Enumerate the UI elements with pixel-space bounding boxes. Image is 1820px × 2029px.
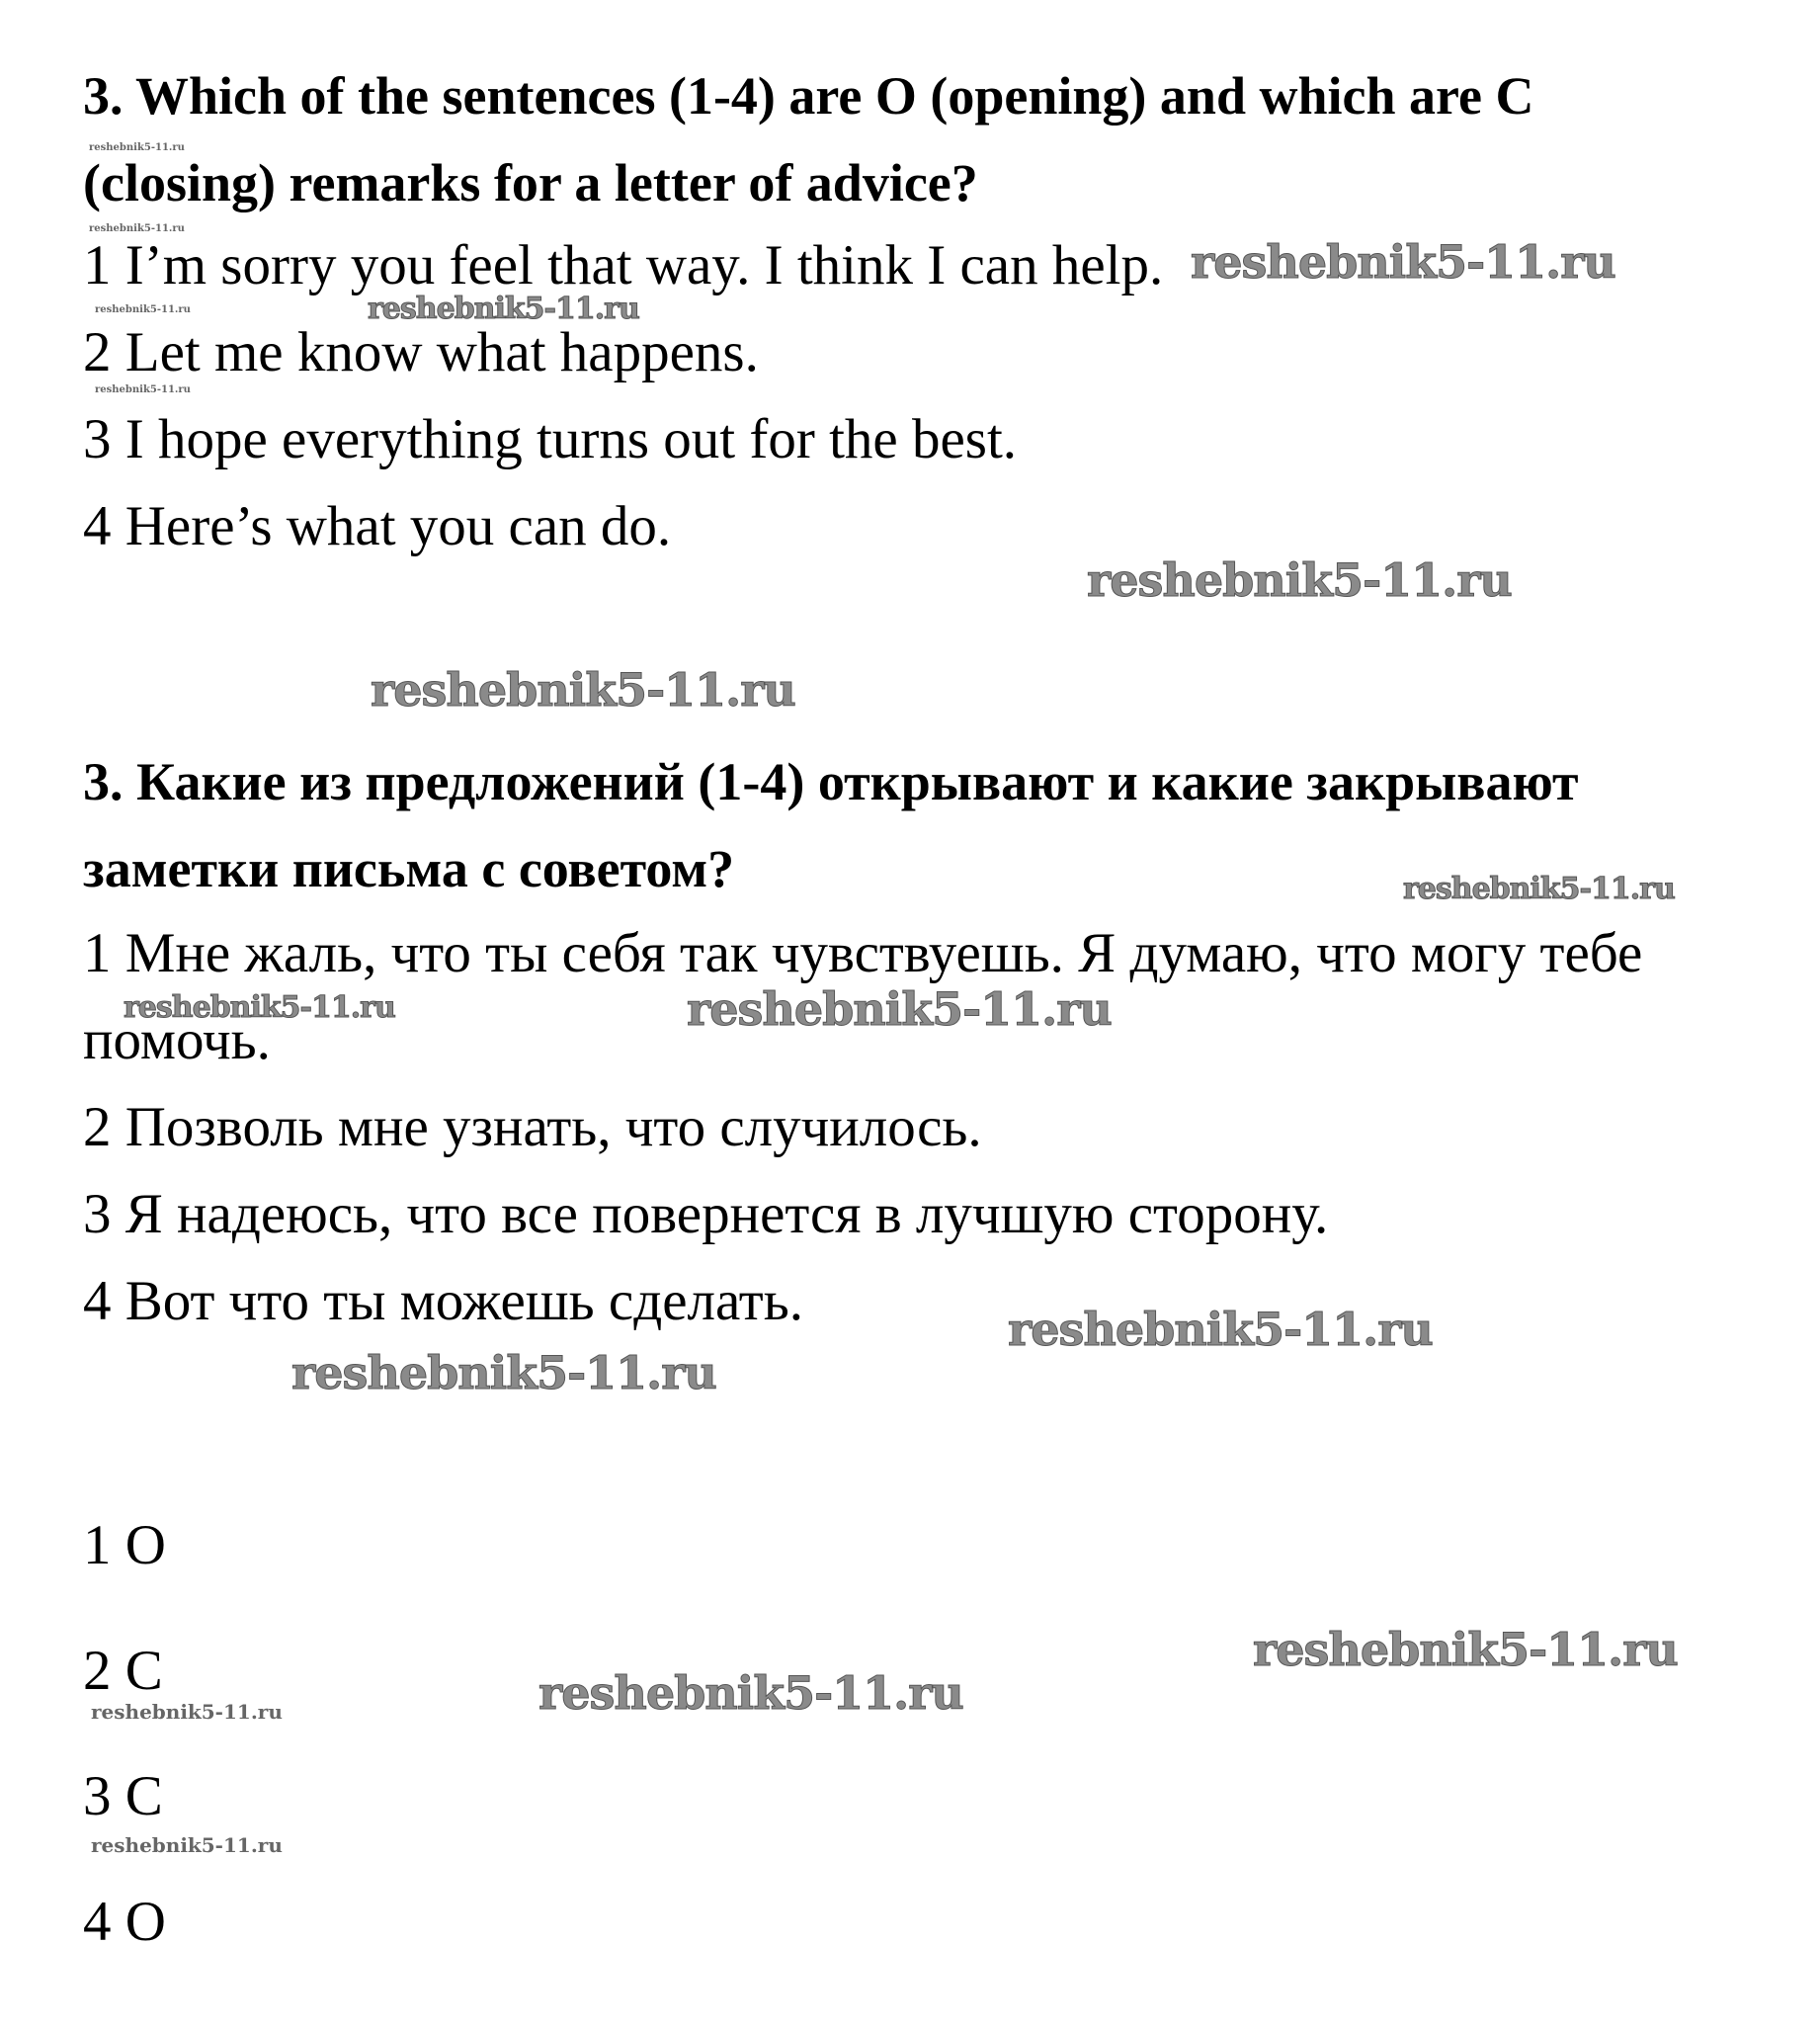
russian-sentence-1-continued: помочь. bbox=[83, 1009, 271, 1071]
russian-sentence-4: 4 Вот что ты можешь сделать. bbox=[83, 1270, 803, 1332]
english-sentence-1: 1 I’m sorry you feel that way. I think I can help. bbox=[83, 234, 1164, 296]
watermark: reshebnik5-11.ru bbox=[1403, 872, 1675, 906]
watermark: reshebnik5-11.ru bbox=[124, 990, 395, 1025]
answer-1: 1 O bbox=[83, 1514, 166, 1576]
answer-4: 4 O bbox=[83, 1891, 166, 1953]
russian-sentence-1: 1 Мне жаль, что ты себя так чувствуешь. Я думаю, что могу тебе bbox=[83, 922, 1643, 984]
watermark: reshebnik5-11.ru bbox=[687, 982, 1112, 1036]
english-sentence-4: 4 Here’s what you can do. bbox=[83, 495, 672, 557]
watermark: reshebnik5-11.ru bbox=[95, 384, 191, 395]
watermark: reshebnik5-11.ru bbox=[291, 1346, 716, 1399]
watermark: reshebnik5-11.ru bbox=[368, 292, 639, 326]
watermark: reshebnik5-11.ru bbox=[371, 663, 795, 717]
english-question-line-2: (closing) remarks for a letter of advice? bbox=[83, 153, 978, 212]
russian-question-line-2: заметки письма с советом? bbox=[83, 839, 735, 898]
watermark: reshebnik5-11.ru bbox=[91, 1700, 283, 1724]
watermark: reshebnik5-11.ru bbox=[538, 1666, 963, 1720]
english-sentence-2: 2 Let me know what happens. bbox=[83, 321, 759, 383]
english-sentence-3: 3 I hope everything turns out for the best. bbox=[83, 408, 1018, 470]
watermark: reshebnik5-11.ru bbox=[1008, 1303, 1433, 1356]
answer-3: 3 C bbox=[83, 1765, 163, 1827]
watermark: reshebnik5-11.ru bbox=[1191, 235, 1615, 289]
watermark: reshebnik5-11.ru bbox=[89, 223, 185, 234]
answer-2: 2 C bbox=[83, 1640, 163, 1702]
russian-question-line-1: 3. Какие из предложений (1-4) открывают и какие закрывают bbox=[83, 752, 1579, 811]
watermark: reshebnik5-11.ru bbox=[1253, 1623, 1678, 1676]
watermark: reshebnik5-11.ru bbox=[95, 304, 191, 315]
english-question-line-1: 3. Which of the sentences (1-4) are O (opening) and which are C bbox=[83, 66, 1534, 126]
watermark: reshebnik5-11.ru bbox=[91, 1833, 283, 1857]
watermark: reshebnik5-11.ru bbox=[1087, 553, 1512, 607]
russian-sentence-3: 3 Я надеюсь, что все повернется в лучшую сторону. bbox=[83, 1183, 1329, 1245]
russian-sentence-2: 2 Позволь мне узнать, что случилось. bbox=[83, 1096, 982, 1158]
watermark: reshebnik5-11.ru bbox=[89, 142, 185, 153]
